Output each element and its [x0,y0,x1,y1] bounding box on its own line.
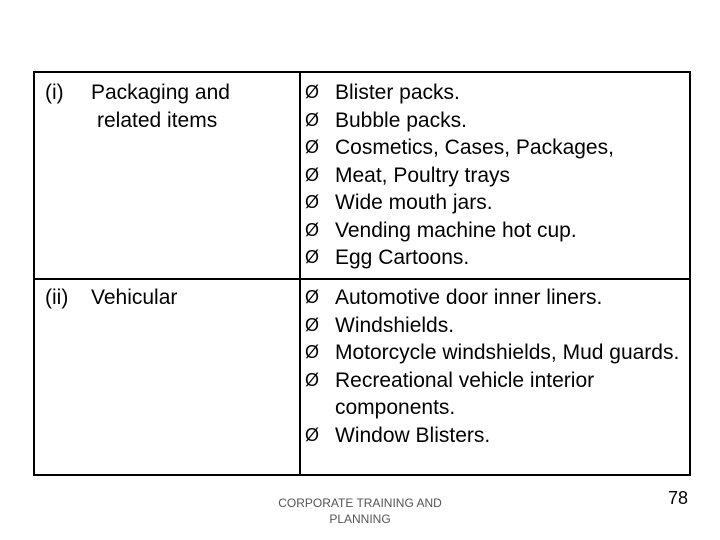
footer-line: CORPORATE TRAINING AND [278,496,442,510]
table-row [35,278,689,474]
bullet-arrow-icon: Ø [305,109,320,130]
category-label-continued: related items [97,109,218,132]
item-list [302,284,687,449]
bullet-arrow-icon: Ø [305,164,320,185]
list-item: Ø Meat, Poultry trays [302,162,687,190]
list-item: Ø Window Blisters. [302,422,687,450]
row-number: (ii) [45,286,69,309]
page-number: 78 [668,488,689,508]
bullet-arrow-icon: Ø [305,424,320,445]
row-number: (i) [45,81,64,104]
bullet-arrow-icon: Ø [305,287,320,307]
category-label: Packaging and [91,81,230,104]
category-cell [45,79,230,135]
list-item: Ø Automotive door inner liners. [302,284,687,312]
bullet-arrow-icon: Ø [305,314,320,335]
column-divider [299,73,301,278]
bullet-arrow-icon: Ø [305,192,320,212]
list-item: Ø Motorcycle windshields, Mud guards. [302,339,687,367]
list-item: Ø Cosmetics, Cases, Packages, [302,134,687,162]
list-item: Ø Egg Cartoons. [302,244,687,272]
list-item: Ø Blister packs. [302,79,687,107]
list-item: Ø Bubble packs. [302,107,687,135]
item-list [302,79,687,272]
list-item: Ø Vending machine hot cup. [302,217,687,245]
column-divider [299,278,301,474]
uses-table [33,71,691,476]
bullet-arrow-icon: Ø [305,82,320,102]
bullet-arrow-icon: Ø [305,369,320,390]
category-label: Vehicular [91,286,178,309]
footer-caption [270,495,450,527]
bullet-arrow-icon: Ø [305,342,320,362]
footer-line: PLANNING [329,512,391,526]
table-row [35,73,689,280]
list-item: Ø Windshields. [302,312,687,340]
list-item: Ø Recreational vehicle interior components. [305,368,595,419]
list-item: Ø Wide mouth jars. [302,189,687,217]
category-cell [45,284,177,312]
bullet-arrow-icon: Ø [305,247,320,267]
bullet-arrow-icon: Ø [305,219,320,240]
bullet-arrow-icon: Ø [305,137,320,157]
